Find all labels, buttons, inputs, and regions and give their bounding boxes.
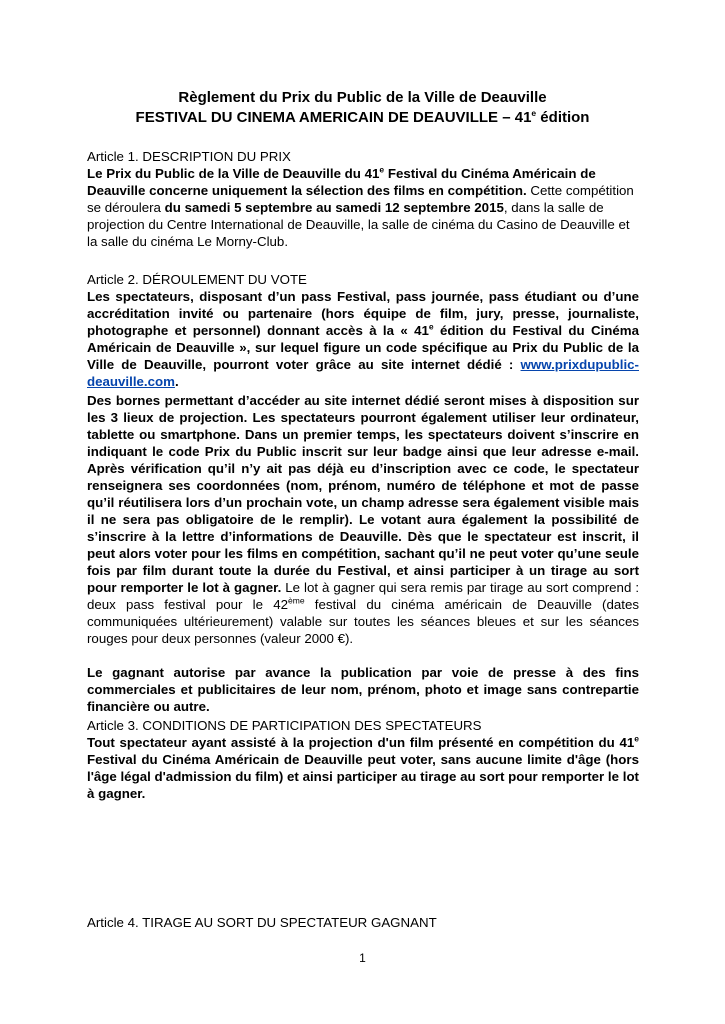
- article-2-p2-text-b: festival du cinéma américain de Deauville (dates communiquées ultérieurement) valable sur toutes les séances bleues et sur les séances rouges pour deux personnes (valeur 2000 €).: [87, 597, 640, 646]
- article-2-p1-c: .: [174, 374, 179, 389]
- article-2-p1-b: édition du Festival du Cinéma Américain de Deauville », sur lequel figure un code spécifique au Prix du Public de la Ville de Deauville, pourront voter grâce au site internet dédié :: [87, 323, 639, 372]
- article-1-bold-2: Festival du Cinéma Américain de Deauville concerne uniquement la sélection des films en compétition.: [87, 166, 596, 198]
- document-subtitle: [0, 108, 725, 128]
- article-1-sup: e: [379, 164, 385, 175]
- article-4-heading-text: Article 4. TIRAGE AU SORT DU SPECTATEUR GAGNANT: [87, 915, 437, 930]
- title-line-2-end: édition: [536, 109, 590, 126]
- article-1-text-2: , dans la salle de projection du Centre International de Deauville, la salle de cinéma du Casino de Deauville et la salle du cinéma Le Morny-Club.: [87, 200, 630, 249]
- article-1-heading: [87, 148, 291, 165]
- article-1-dates: du samedi 5 septembre au samedi 12 septembre 2015: [164, 200, 504, 215]
- article-2-heading: [87, 271, 307, 288]
- article-3-bold-a: Tout spectateur ayant assisté à la projection d'un film présenté en compétition du 41: [87, 735, 635, 750]
- article-2-paragraph-2: [87, 392, 639, 647]
- article-3-bold-b: Festival du Cinéma Américain de Deauville peut voter, sans aucune limite d'âge (hors l'âge légal d'admission du film) et ainsi participer au tirage au sort pour remporter le lot à gagner.: [87, 752, 639, 801]
- article-3-heading-text: Article 3. CONDITIONS DE PARTICIPATION DES SPECTATEURS: [87, 718, 482, 733]
- website-link[interactable]: www.prixdupublic-deauville.com: [87, 357, 639, 389]
- article-1-body: [87, 165, 639, 250]
- article-2-p2-text-a: Le lot à gagner qui sera remis par tirage au sort comprend : deux pass festival pour le 42: [87, 580, 640, 612]
- title-line-1: Règlement du Prix du Public de la Ville de Deauville: [178, 89, 547, 106]
- title-line-2: FESTIVAL DU CINEMA AMERICAIN DE DEAUVILLE – 41: [135, 109, 532, 126]
- article-2-p2-bold: Des bornes permettant d’accéder au site internet dédié seront mises à disposition sur les 3 lieux de projection. Les spectateurs pourront également utiliser leur ordinateur, tablette ou smartphone. Dans un premier temps, les spectateurs doivent s’inscrire en indiquant le code Prix du Public inscrit sur leur badge ainsi que leur adresse e-mail. Après vérification qu’il n’y ait pas déjà eu d’inscription avec ce code, le spectateur renseignera ses coordonnées (nom, prénom, numéro de téléphone et mot de passe qu’il réutilisera lors d’un prochain vote, un champ adresse sera également visible mais il ne sera pas obligatoire de le remplir). Le votant aura également la possibilité de s’inscrire à la lettre d’informations de Deauville. Dès que le spectateur est inscrit, il peut alors voter pour les films en compétition, sachant qu’il ne peut voter qu’une seule fois par film durant toute la durée du Festival, et ainsi participer à un tirage au sort pour remporter le lot à gagner.: [87, 393, 639, 595]
- article-1-text-1: Cette compétition se déroulera: [87, 183, 634, 215]
- article-2-p2-sup: ème: [288, 595, 305, 606]
- article-1-heading-text: Article 1. DESCRIPTION DU PRIX: [87, 149, 291, 164]
- article-2-p1-a: Les spectateurs, disposant d’un pass Festival, pass journée, pass étudiant ou d’une accréditation invité ou partenaire (hors équipe de film, jury, presse, journaliste, photographe et personnel) donnant accès à la « 41: [87, 289, 639, 338]
- page-number-text: 1: [359, 951, 366, 965]
- article-3-body: [87, 734, 639, 802]
- article-2-paragraph-3: [87, 664, 639, 715]
- page-number: [0, 950, 725, 966]
- article-2-p1-sup: e: [428, 321, 434, 332]
- article-3-sup: e: [634, 733, 639, 744]
- article-4-heading: [87, 914, 437, 931]
- document-title: [0, 88, 725, 108]
- article-2-heading-text: Article 2. DÉROULEMENT DU VOTE: [87, 272, 307, 287]
- article-3-heading: [87, 717, 482, 734]
- article-2-paragraph-1: [87, 288, 639, 390]
- article-1-bold-1: Le Prix du Public de la Ville de Deauville du 41: [87, 166, 380, 181]
- article-2-p3-text: Le gagnant autorise par avance la publication par voie de presse à des fins commerciales et publicitaires de leur nom, prénom, photo et image sans contrepartie financière ou autre.: [87, 665, 639, 714]
- ordinal-superscript: e: [531, 108, 537, 118]
